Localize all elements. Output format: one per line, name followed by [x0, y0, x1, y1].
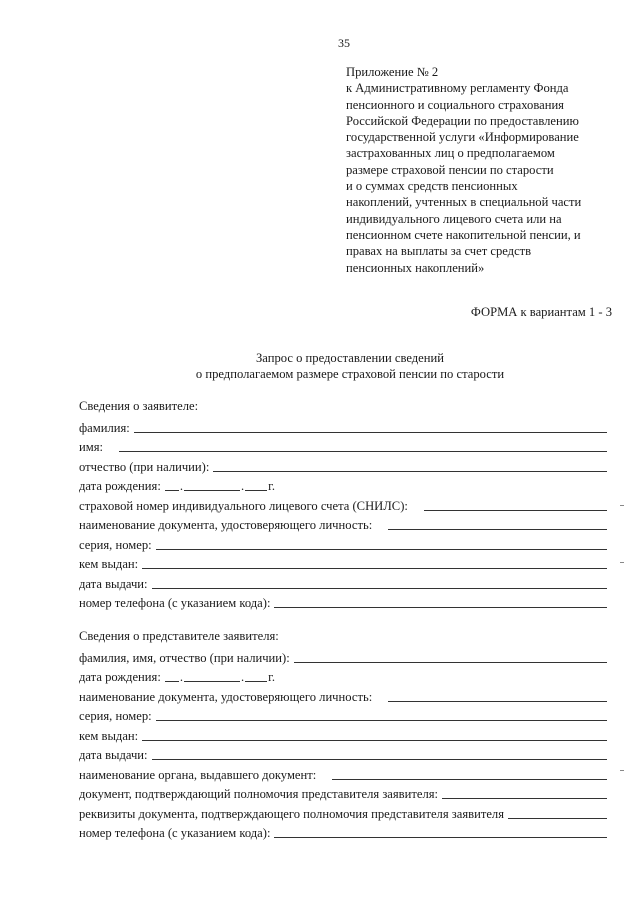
applicant-patronymic-row: [79, 455, 607, 475]
applicant-series-number-row: [79, 533, 607, 553]
rep-authority-doc-details-field[interactable]: [508, 818, 607, 819]
applicant-snils-row: [79, 494, 607, 514]
applicant-name-field[interactable]: [119, 451, 607, 452]
date-separator: .: [240, 479, 245, 493]
applicant-surname-field[interactable]: [134, 432, 607, 433]
year-suffix: г.: [268, 670, 276, 684]
appendix-line: к Административному регламенту Фонда: [346, 81, 569, 96]
applicant-patronymic-field[interactable]: [213, 471, 607, 472]
rep-birth-date-field[interactable]: [165, 670, 276, 685]
appendix-line: и о суммах средств пенсионных: [346, 179, 518, 194]
field-label: отчество (при наличии):: [79, 459, 210, 474]
appendix-line: индивидуального лицевого счета или на: [346, 211, 562, 226]
scan-speck: [620, 562, 624, 563]
form-title-line-2: о предполагаемом размере страховой пенсии по старости: [195, 367, 505, 381]
applicant-phone-row: [79, 592, 607, 612]
representative-section: [79, 626, 607, 841]
day-blank[interactable]: [165, 681, 179, 682]
rep-id-doc-field[interactable]: [388, 701, 607, 702]
rep-issue-date-row: [79, 744, 607, 764]
date-separator: .: [240, 670, 245, 684]
rep-issued-by-row: [79, 724, 607, 744]
year-blank[interactable]: [245, 681, 267, 682]
field-label: номер телефона (с указанием кода):: [79, 826, 271, 840]
appendix-line: государственной услуги «Информирование: [346, 130, 579, 145]
rep-issue-date-field[interactable]: [152, 759, 607, 760]
field-label: серия, номер:: [79, 537, 152, 552]
field-label: документ, подтверждающий полномочия представителя заявителя:: [79, 787, 439, 801]
applicant-id-doc-row: [79, 514, 607, 534]
appendix-line: накоплений, учтенных в специальной части: [346, 195, 582, 210]
rep-issuing-authority-row: [79, 763, 607, 783]
field-label: номер телефона (с указанием кода):: [79, 596, 271, 610]
field-label: фамилия, имя, отчество (при наличии):: [79, 650, 290, 665]
rep-birth-date-row: [79, 666, 607, 686]
rep-id-doc-row: [79, 685, 607, 705]
appendix-line: размере страховой пенсии по старости: [346, 162, 554, 177]
applicant-surname-row: [79, 416, 607, 436]
applicant-series-number-field[interactable]: [156, 549, 607, 550]
field-label: имя:: [79, 440, 104, 454]
rep-full-name-field[interactable]: [294, 662, 607, 663]
field-label: наименование документа, удостоверяющего личность:: [79, 689, 373, 704]
day-blank[interactable]: [165, 490, 179, 491]
scan-speck: [620, 505, 624, 506]
applicant-issue-date-field[interactable]: [152, 588, 607, 589]
rep-issuing-authority-field[interactable]: [332, 779, 607, 780]
rep-phone-row: [79, 822, 607, 842]
rep-full-name-row: [79, 646, 607, 666]
form-title: [150, 350, 550, 382]
appendix-line: Российской Федерации по предоставлению: [346, 113, 579, 128]
field-label: дата выдачи:: [79, 576, 148, 591]
appendix-line: застрахованных лиц о предполагаемом: [346, 146, 555, 161]
rep-authority-doc-row: [79, 783, 607, 803]
applicant-birth-date-field[interactable]: [165, 479, 276, 494]
applicant-issue-date-row: [79, 572, 607, 592]
rep-series-number-field[interactable]: [156, 720, 607, 721]
rep-authority-doc-field[interactable]: [442, 798, 607, 799]
field-label: наименование органа, выдавшего документ:: [79, 767, 317, 782]
rep-series-number-row: [79, 705, 607, 725]
rep-issued-by-field[interactable]: [142, 740, 607, 741]
appendix-line: пенсионного и социального страхования: [346, 97, 564, 112]
field-label: наименование документа, удостоверяющего личность:: [79, 518, 373, 532]
field-label: серия, номер:: [79, 709, 152, 723]
applicant-name-row: [79, 436, 607, 456]
date-separator: .: [179, 479, 183, 493]
field-label: страховой номер индивидуального лицевого счета (СНИЛС):: [79, 498, 408, 513]
year-blank[interactable]: [245, 490, 267, 491]
applicant-heading: Сведения о заявителе:: [79, 399, 199, 413]
month-blank[interactable]: [184, 681, 240, 682]
rep-authority-doc-details-row: [79, 802, 607, 822]
applicant-birth-date-row: [79, 475, 607, 495]
field-label: кем выдан:: [79, 728, 139, 743]
rep-phone-field[interactable]: [274, 837, 607, 838]
appendix-line: пенсионных накоплений»: [346, 260, 485, 275]
applicant-phone-field[interactable]: [274, 607, 607, 608]
month-blank[interactable]: [184, 490, 240, 491]
applicant-id-doc-field[interactable]: [388, 529, 607, 530]
field-label: дата рождения:: [79, 479, 161, 493]
representative-heading: Сведения о представителе заявителя:: [79, 629, 279, 643]
appendix-line: правах на выплаты за счет средств: [346, 244, 532, 259]
field-label: кем выдан:: [79, 557, 139, 571]
year-suffix: г.: [268, 479, 276, 493]
applicant-issued-by-row: [79, 553, 607, 573]
field-label: дата выдачи:: [79, 748, 148, 762]
field-label: фамилия:: [79, 420, 130, 435]
applicant-snils-field[interactable]: [424, 510, 607, 511]
applicant-section: [79, 396, 607, 611]
page-number: 35: [338, 36, 350, 50]
field-label: реквизиты документа, подтверждающего полномочия представителя заявителя: [79, 806, 505, 821]
scan-speck: [620, 770, 624, 771]
appendix-header: [346, 64, 626, 276]
appendix-line: Приложение № 2: [346, 65, 439, 79]
form-variant-label: ФОРМА к вариантам 1 - 3: [470, 305, 612, 319]
form-title-line-1: Запрос о предоставлении сведений: [255, 351, 444, 365]
date-separator: .: [179, 670, 183, 684]
applicant-issued-by-field[interactable]: [142, 568, 607, 569]
field-label: дата рождения:: [79, 670, 161, 684]
appendix-line: пенсионном счете накопительной пенсии, и: [346, 227, 581, 242]
